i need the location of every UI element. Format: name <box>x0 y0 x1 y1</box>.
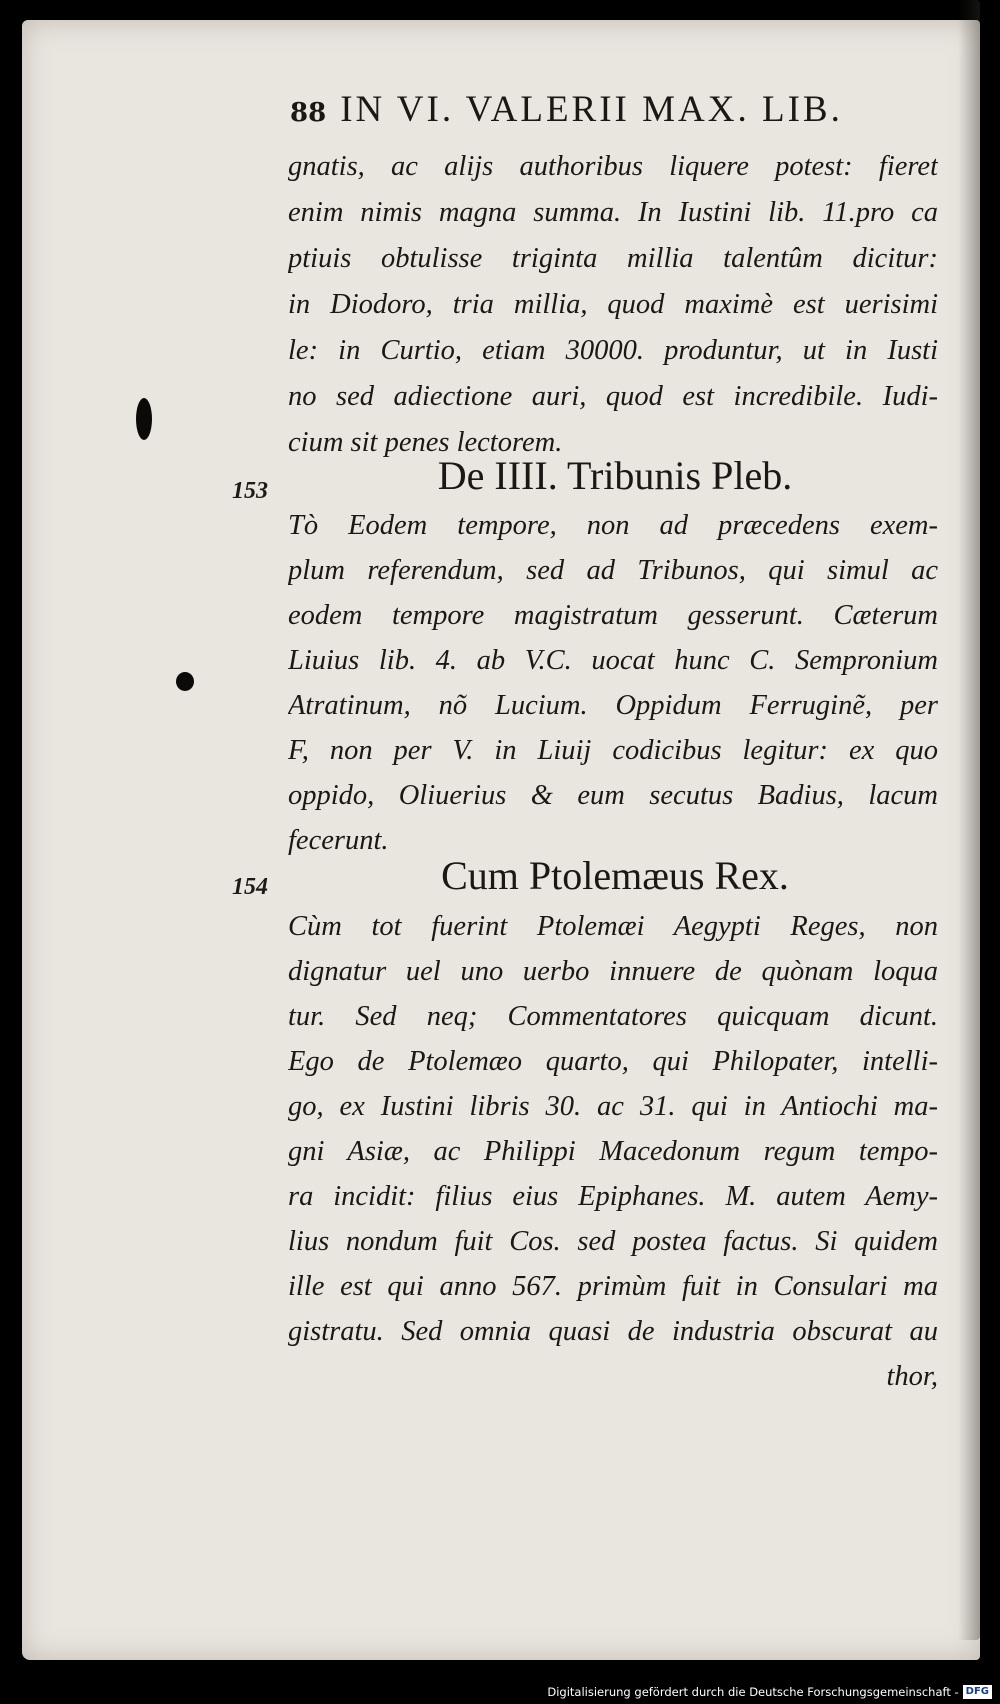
text-line: le: in Curtio, etiam 30000. produntur, ut in Iusti <box>288 335 938 366</box>
text-line: F, non per V. in Liuij codicibus legitur: ex quo <box>288 735 938 766</box>
text-line: Cùm tot fuerint Ptolemæi Aegypti Reges, non <box>288 911 938 942</box>
running-head-title: IN VI. VALERII MAX. LIB. <box>340 89 843 130</box>
text-line: gnatis, ac alijs authoribus liquere potest: fieret <box>288 151 938 182</box>
credit-text: Digitalisierung gefördert durch die Deutsche Forschungsgemeinschaft - <box>547 1685 959 1699</box>
text-line: ra incidit: filius eius Epiphanes. M. autem Aemy- <box>288 1181 938 1212</box>
text-line: cium sit penes lectorem. <box>288 427 563 458</box>
text-line: no sed adiectione auri, quod est incredibile. Iudi- <box>288 381 938 412</box>
marginal-number: 153 <box>232 478 268 504</box>
text-line: Liuius lib. 4. ab V.C. uocat hunc C. Sempronium <box>288 645 938 676</box>
running-head <box>290 88 900 140</box>
text-line: go, ex Iustini libris 30. ac 31. qui in Antiochi ma- <box>288 1091 938 1122</box>
ink-blot <box>136 398 152 440</box>
text-line: ptiuis obtulisse triginta millia talentûm dicitur: <box>288 243 938 274</box>
text-line: tur. Sed neq; Commentatores quicquam dicunt. <box>288 1001 938 1032</box>
text-line: Ego de Ptolemæo quarto, qui Philopater, intelli- <box>288 1046 938 1077</box>
section-2-body <box>288 904 938 1392</box>
text-line: eodem tempore magistratum gesserunt. Cæterum <box>288 600 938 631</box>
text-line: Tò Eodem tempore, non ad præcedens exem- <box>288 510 938 541</box>
section-heading: Cum Ptolemæus Rex. <box>441 853 789 898</box>
ink-dot <box>176 672 194 691</box>
text-line: ille est qui anno 567. primùm fuit in Consulari ma <box>288 1271 938 1302</box>
page-folio: 88 <box>290 98 327 128</box>
text-line: Atratinum, nõ Lucium. Oppidum Ferruginẽ, per <box>288 690 938 721</box>
text-line: oppido, Oliuerius & eum secutus Badius, lacum <box>288 780 938 811</box>
text-line: gistratu. Sed omnia quasi de industria obscurat au <box>288 1316 938 1347</box>
text-line: plum referendum, sed ad Tribunos, qui simul ac <box>288 555 938 586</box>
text-line: gni Asiæ, ac Philippi Macedonum regum tempo- <box>288 1136 938 1167</box>
section-1-body <box>288 503 938 873</box>
page-edge-shadow <box>958 0 980 1640</box>
text-line: fecerunt. <box>288 825 389 856</box>
digitization-credit <box>547 1683 992 1701</box>
text-line: dignatur uel uno uerbo innuere de quònam loqua <box>288 956 938 987</box>
text-line: enim nimis magna summa. In Iustini lib. 11.pro ca <box>288 197 938 228</box>
paragraph-1 <box>288 144 938 474</box>
text-line: in Diodoro, tria millia, quod maximè est uerisimi <box>288 289 938 320</box>
dfg-logo: DFG <box>963 1685 992 1699</box>
section-heading: De IIII. Tribunis Pleb. <box>437 453 793 498</box>
catchword: thor, <box>886 1361 938 1392</box>
text-line: lius nondum fuit Cos. sed postea factus. Si quidem <box>288 1226 938 1257</box>
marginal-number: 154 <box>232 874 268 900</box>
